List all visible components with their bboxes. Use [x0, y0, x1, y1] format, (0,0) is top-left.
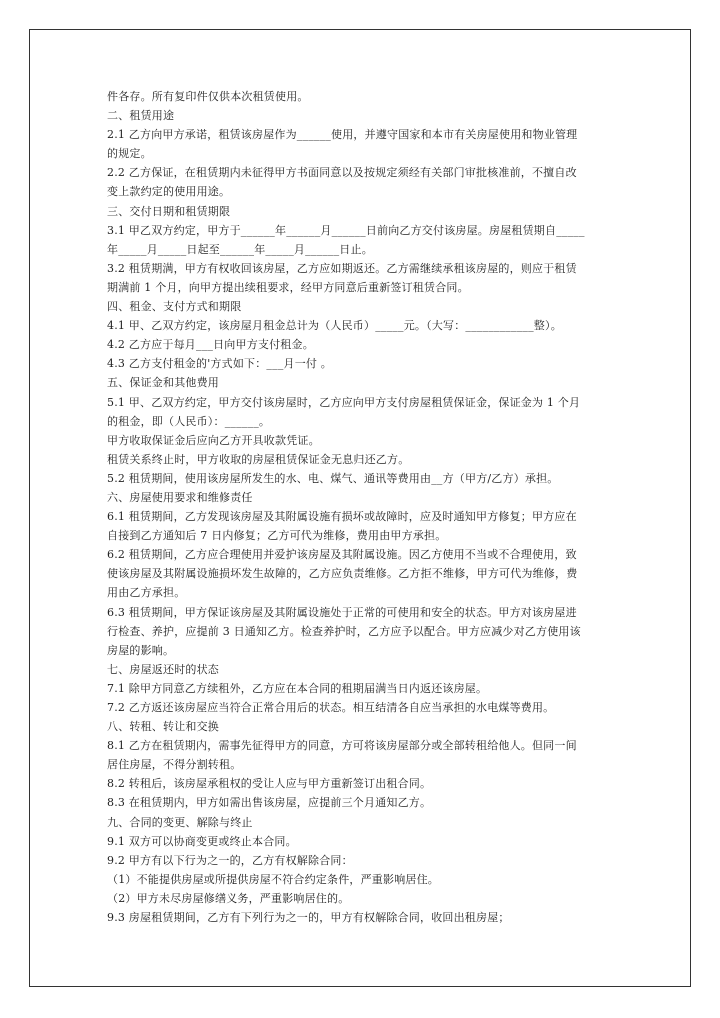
clause-6-3: 6.3 租赁期间，甲方保证该房屋及其附属设施处于正常的可使用和安全的状态。甲方对该房屋进 — [107, 605, 577, 619]
clause-2-2: 2.2 乙方保证，在租赁期内未征得甲方书面同意以及按规定须经有关部门审批核准前，不擅自改 — [107, 166, 577, 180]
clause-5-2: 5.2 租赁期间，使用该房屋所发生的水、电、煤气、通讯等费用由__方（甲方/乙方）承担。 — [107, 471, 559, 485]
section-heading: 五、保证金和其他费用 — [107, 376, 219, 390]
text-line: 件各存。所有复印件仅供本次租赁使用。 — [107, 90, 309, 103]
clause-8-3: 8.3 在租赁期内，甲方如需出售该房屋，应提前三个月通知乙方。 — [107, 796, 432, 810]
text-line: 的租金，即（人民币）：______。 — [107, 414, 271, 428]
section-heading: 八、转租、转让和交换 — [107, 720, 219, 734]
document-body — [107, 87, 619, 927]
section-heading: 三、交付日期和租赁期限 — [107, 204, 231, 218]
clause-9-2: 9.2 甲方有以下行为之一的，乙方有权解除合同： — [107, 853, 353, 867]
section-heading: 六、房屋使用要求和维修责任 — [107, 490, 253, 504]
text-line: 房屋的影响。 — [107, 643, 175, 657]
clause-8-1: 8.1 乙方在租赁期内，需事先征得甲方的同意，方可将该房屋部分或全部转租给他人。但同一间 — [107, 739, 577, 753]
section-heading: 七、房屋返还时的状态 — [107, 662, 219, 676]
text-line: 期满前 1 个月，向甲方提出续租要求，经甲方同意后重新签订租赁合同。 — [107, 280, 469, 294]
clause-9-1: 9.1 双方可以协商变更或终止本合同。 — [107, 834, 297, 848]
text-line: 自接到乙方通知后 7 日内修复；乙方可代为维修，费用由甲方承担。 — [107, 529, 447, 543]
clause-4-3: 4.3 乙方支付租金的'方式如下：___月一付 。 — [107, 357, 333, 371]
clause-9-3: 9.3 房屋租赁期间，乙方有下列行为之一的，甲方有权解除合同，收回出租房屋； — [107, 911, 510, 925]
text-line: 变上款约定的使用用途。 — [107, 185, 231, 199]
text-line: 甲方收取保证金后应向乙方开具收款凭证。 — [107, 433, 320, 447]
text-line: 使该房屋及其附属设施损坏发生故障的，乙方应负责维修。乙方拒不维修，甲方可代为维修，费 — [107, 567, 578, 581]
text-line: 行检查、养护，应提前 3 日通知乙方。检查养护时，乙方应予以配合。甲方应减少对乙方使用该 — [107, 624, 581, 638]
clause-3-2: 3.2 租赁期满，甲方有权收回该房屋，乙方应如期返还。乙方需继续承租该房屋的，则应于租赁 — [107, 261, 577, 275]
section-heading: 九、合同的变更、解除与终止 — [107, 815, 253, 829]
clause-4-1: 4.1 甲、乙双方约定，该房屋月租金总计为（人民币）_____元。（大写：____________整）。 — [107, 319, 562, 333]
clause-8-2: 8.2 转租后，该房屋承租权的受让人应与甲方重新签订出租合同。 — [107, 777, 432, 791]
text-line: 用由乙方承担。 — [107, 586, 186, 600]
section-heading: 二、租赁用途 — [107, 109, 175, 123]
clause-3-1: 3.1 甲乙双方约定，甲方于______年______月______日前向乙方交付该房屋。房屋租赁期自_____ — [107, 223, 585, 237]
section-heading: 四、租金、支付方式和期限 — [107, 300, 242, 314]
text-line: （2）甲方未尽房屋修缮义务，严重影响居住的。 — [107, 891, 350, 905]
clause-5-1: 5.1 甲、乙双方约定，甲方交付该房屋时，乙方应向甲方支付房屋租赁保证金，保证金为 1 个月 — [107, 395, 581, 409]
text-line: 的规定。 — [107, 147, 152, 161]
text-line: （1）不能提供房屋或所提供房屋不符合约定条件，严重影响居住。 — [107, 872, 439, 886]
text-line: 年_____月_____日起至______年_____月______日止。 — [107, 242, 373, 256]
clause-6-1: 6.1 租赁期间，乙方发现该房屋及其附属设施有损坏或故障时，应及时通知甲方修复；甲方应在 — [107, 510, 577, 524]
clause-2-1: 2.1 乙方向甲方承诺，租赁该房屋作为______使用，并遵守国家和本市有关房屋使用和物业管理 — [107, 128, 578, 142]
clause-6-2: 6.2 租赁期间，乙方应合理使用并爱护该房屋及其附属设施。因乙方使用不当或不合理使用，致 — [107, 548, 577, 562]
clause-7-1: 7.1 除甲方同意乙方续租外，乙方应在本合同的租期届满当日内返还该房屋。 — [107, 681, 488, 695]
clause-4-2: 4.2 乙方应于每月___日向甲方支付租金。 — [107, 338, 314, 352]
text-line: 居住房屋，不得分割转租。 — [107, 758, 242, 772]
text-line: 租赁关系终止时，甲方收取的房屋租赁保证金无息归还乙方。 — [107, 452, 410, 466]
clause-7-2: 7.2 乙方返还该房屋应当符合正常合用后的状态。相互结清各自应当承担的水电煤等费用。 — [107, 701, 555, 714]
